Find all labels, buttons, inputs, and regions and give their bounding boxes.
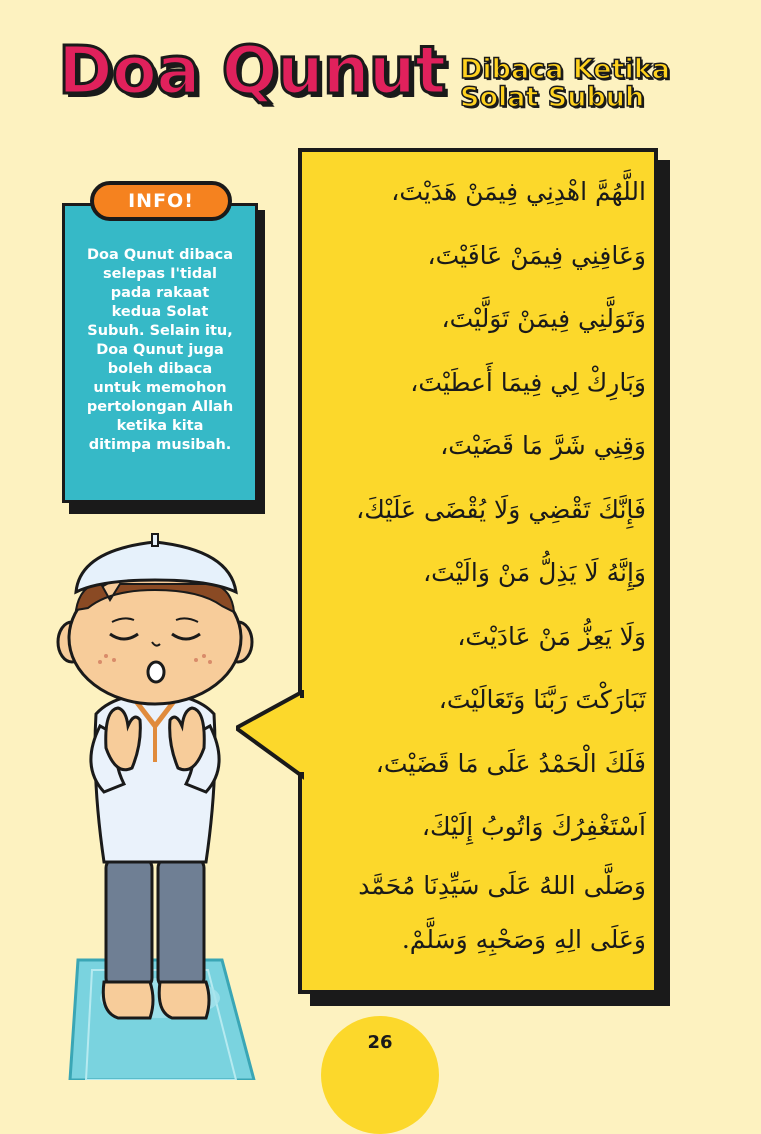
boy-praying-icon — [0, 530, 260, 1080]
dua-line: وَلَا يَعِزُّ مَنْ عَادَيْتَ، — [457, 621, 646, 651]
info-line: Subuh. Selain itu, — [87, 323, 233, 339]
page-title: Doa Qunut — [58, 32, 446, 109]
info-text — [68, 246, 252, 455]
dua-line: وَبَارِكْ لِي فِيمَا أَعطَيْتَ، — [410, 367, 646, 397]
page-number: 26 — [367, 1032, 393, 1053]
info-line: selepas I'tidal — [103, 266, 217, 282]
dua-line: تَبَارَكْتَ رَبَّنَا وَتَعَالَيْتَ، — [438, 685, 646, 714]
info-line: boleh dibaca — [107, 361, 213, 377]
info-line: untuk memohon — [93, 380, 227, 396]
subtitle-line-1: Dibaca Ketika — [460, 54, 670, 85]
info-line: Doa Qunut juga — [96, 342, 224, 358]
dua-line: فَإِنَّكَ تَقْضِي وَلَا يُقْضَى عَلَيْكَ، — [356, 494, 646, 524]
dua-line: وَصَلَّى اللهُ عَلَى سَيِّدِنَا مُحَمَّد — [358, 870, 646, 900]
dua-line: وَتَوَلَّنِي فِيمَنْ تَوَلَّيْتَ، — [441, 304, 646, 333]
info-line: ditimpa musibah. — [88, 437, 232, 453]
dua-line: وَإِنَّهُ لَا يَذِلُّ مَنْ وَالَيْتَ، — [423, 558, 646, 587]
info-line: ketika kita — [116, 418, 204, 434]
subtitle-line-2: Solat Subuh — [460, 82, 645, 113]
dua-line: وَعَافِنِي فِيمَنْ عَافَيْتَ، — [427, 240, 646, 270]
dua-line: اللَّهُمَّ اهْدِنِي فِيمَنْ هَدَيْتَ، — [391, 177, 646, 206]
dua-line: وَقِنِي شَرَّ مَا قَضَيْتَ، — [440, 431, 646, 460]
info-line: Doa Qunut dibaca — [87, 247, 233, 263]
dua-qunut-text — [310, 160, 646, 967]
info-line: pada rakaat — [110, 285, 210, 301]
info-line: kedua Solat — [111, 304, 209, 320]
page-subtitle — [460, 56, 710, 112]
dua-line: فَلَكَ الْحَمْدُ عَلَى مَا قَضَيْتَ، — [375, 748, 646, 778]
dua-line: وَعَلَى الِهِ وَصَحْبِهِ وَسَلَّمْ. — [401, 924, 646, 954]
info-tag: INFO! — [90, 181, 232, 221]
info-line: pertolongan Allah — [86, 399, 234, 415]
dua-line: اَسْتَغْفِرُكَ وَاتُوبُ إِلَيْكَ، — [421, 812, 646, 841]
